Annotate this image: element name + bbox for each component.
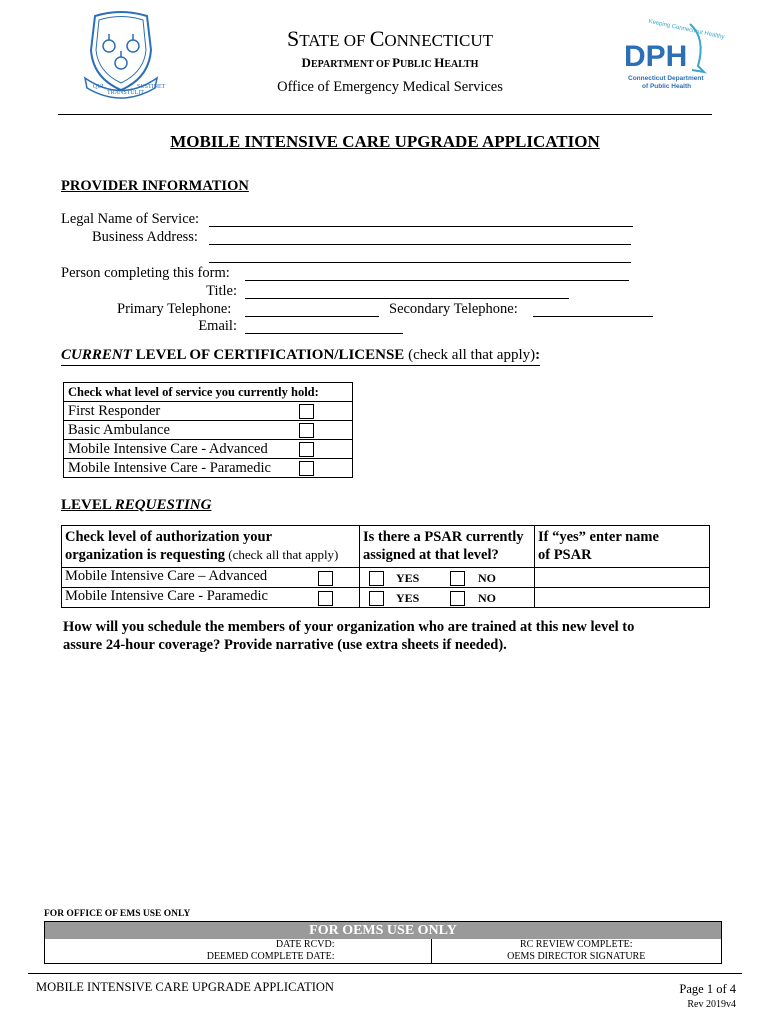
current-level-table — [63, 382, 353, 478]
mic-advanced-request-checkbox[interactable] — [318, 571, 333, 586]
connecticut-state-seal — [75, 8, 167, 100]
first-responder-checkbox[interactable] — [299, 404, 314, 419]
psar-advanced-name-field[interactable] — [535, 568, 710, 588]
office-use-label: FOR OFFICE OF EMS USE ONLY — [44, 909, 191, 919]
psar-cell: YES NO — [360, 568, 535, 588]
primary-phone-field[interactable] — [245, 316, 379, 317]
oems-use-box — [44, 921, 722, 964]
revision-label: Rev 2019v4 — [687, 999, 736, 1010]
svg-text:Connecticut Department: Connecticut Department — [628, 75, 704, 82]
narrative-area[interactable] — [63, 660, 710, 900]
svg-text:DPH: DPH — [624, 40, 688, 73]
director-signature-label: OEMS DIRECTOR SIGNATURE — [507, 951, 646, 962]
person-label: Person completing this form: — [61, 265, 230, 281]
requesting-row: Mobile Intensive Care - Paramedic — [62, 588, 360, 608]
current-row: Basic Ambulance — [64, 421, 353, 440]
office-subtitle: Office of Emergency Medical Services — [277, 79, 503, 95]
svg-text:QUI: QUI — [93, 84, 104, 90]
psar-name-col-header: If “yes” enter name of PSAR — [535, 526, 710, 568]
title-field[interactable] — [245, 298, 569, 299]
footer-title: MOBILE INTENSIVE CARE UPGRADE APPLICATION — [36, 980, 334, 994]
deemed-complete-label: DEEMED COMPLETE DATE: — [45, 951, 432, 963]
svg-text:SUSTINET: SUSTINET — [137, 84, 166, 90]
page-number: Page 1 of 4 — [679, 982, 736, 996]
narrative-question: How will you schedule the members of your organization who are trained at this new level to assure 24-hour coverage? Provide narrative (use extra sheets if needed). — [63, 619, 635, 653]
footer-divider — [28, 973, 742, 974]
email-field[interactable] — [245, 333, 403, 334]
email-label: Email: — [198, 318, 237, 334]
current-level-heading: CURRENT LEVEL OF CERTIFICATION/LICENSE (check all that apply): — [61, 347, 540, 366]
psar-advanced-no-checkbox[interactable] — [450, 571, 465, 586]
basic-ambulance-checkbox[interactable] — [299, 423, 314, 438]
department-title: DEPARTMENT OF PUBLIC HEALTH — [301, 55, 479, 70]
level-requesting-heading: LEVEL REQUESTING — [61, 497, 212, 513]
oems-use-bar: FOR OEMS USE ONLY — [45, 922, 721, 939]
secondary-phone-label: Secondary Telephone: — [389, 301, 518, 317]
level-requesting-table — [61, 525, 710, 608]
mic-paramedic-request-checkbox[interactable] — [318, 591, 333, 606]
primary-phone-label: Primary Telephone: — [117, 301, 232, 317]
secondary-phone-field[interactable] — [533, 316, 653, 317]
current-row: Mobile Intensive Care - Advanced — [64, 440, 353, 459]
form-title: MOBILE INTENSIVE CARE UPGRADE APPLICATION — [170, 132, 600, 151]
current-row: First Responder — [64, 402, 353, 421]
person-field[interactable] — [245, 280, 629, 281]
svg-text:TRANSTULIT: TRANSTULIT — [107, 90, 144, 96]
mic-paramedic-current-checkbox[interactable] — [299, 461, 314, 476]
mic-advanced-current-checkbox[interactable] — [299, 442, 314, 457]
psar-paramedic-yes-checkbox[interactable] — [369, 591, 384, 606]
title-label: Title: — [206, 283, 237, 299]
legal-name-label: Legal Name of Service: — [61, 211, 200, 227]
psar-paramedic-name-field[interactable] — [535, 588, 710, 608]
rc-review-label: RC REVIEW COMPLETE: — [519, 939, 633, 950]
date-rcvd-label: DATE RCVD: — [45, 939, 432, 951]
psar-cell: YES NO — [360, 588, 535, 608]
svg-text:Keeping Connecticut Healthy: Keeping Connecticut Healthy — [647, 18, 725, 41]
psar-advanced-yes-checkbox[interactable] — [369, 571, 384, 586]
psar-col-header: Is there a PSAR currently assigned at that level? — [360, 526, 535, 568]
business-address-label: Business Address: — [92, 229, 198, 245]
svg-text:of Public Health: of Public Health — [642, 83, 692, 90]
state-title: STATE OF CONNECTICUT — [287, 26, 493, 51]
requesting-col-header: Check level of authorization your organization is requesting (check all that apply) — [62, 526, 360, 568]
business-address-field-2[interactable] — [209, 262, 631, 263]
requesting-row: Mobile Intensive Care – Advanced — [62, 568, 360, 588]
current-row: Mobile Intensive Care - Paramedic — [64, 459, 353, 478]
legal-name-field[interactable] — [209, 226, 633, 227]
header-divider — [58, 114, 712, 115]
psar-paramedic-no-checkbox[interactable] — [450, 591, 465, 606]
provider-heading: PROVIDER INFORMATION — [61, 178, 249, 194]
business-address-field-1[interactable] — [209, 244, 631, 245]
dph-logo — [618, 8, 725, 100]
current-table-header: Check what level of service you currently hold: — [64, 383, 353, 402]
